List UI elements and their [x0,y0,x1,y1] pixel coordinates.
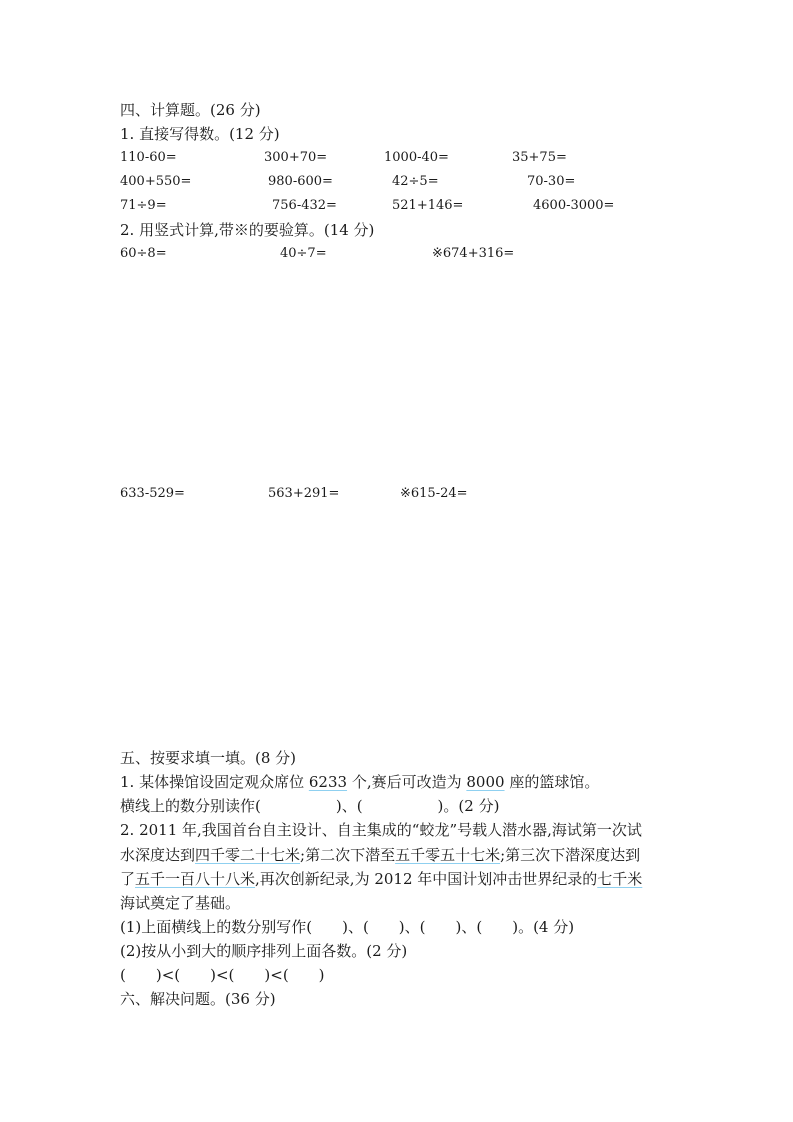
calc-item: 42÷5= [392,174,439,189]
q2-title: 2. 用竖式计算,带※的要验算。(14 分) [120,221,375,239]
s5-q2-line2 [120,845,640,865]
text-span: 1. 某体操馆设固定观众席位 [120,773,309,791]
calc-item: 756-432= [272,198,337,213]
underlined-number: 四千零二十七米 [195,846,301,864]
text-span: 水深度达到 [120,846,196,864]
underlined-number: 6233 [308,773,348,791]
s5-q2-line3 [120,869,642,889]
s5-q2-line4: 海试奠定了基础。 [120,894,241,912]
vertical-calc-item: 633-529= [120,486,185,501]
section6-title: 六、解决问题。(36 分) [120,990,276,1008]
s5-q2-line1: 2. 2011 年,我国首台自主设计、自主集成的“蛟龙”号载人潜水器,海试第一次试 [120,821,642,839]
vertical-calc-item: ※674+316= [432,246,515,261]
calc-item: 980-600= [268,174,333,189]
q1-title: 1. 直接写得数。(12 分) [120,125,280,143]
underlined-number: 8000 [466,773,505,791]
text-span: 座的篮球馆。 [504,773,600,791]
underlined-number: 五千零五十七米 [395,846,501,864]
vertical-calc-item: 563+291= [268,486,340,501]
calc-item: 110-60= [120,150,177,165]
calc-item: 4600-3000= [533,198,615,213]
text-span: ,再次创新纪录,为 2012 年中国计划冲击世界纪录的 [255,870,598,888]
s5-q1-line1 [120,772,599,792]
underlined-number: 七千米 [597,870,643,888]
vertical-calc-item: 40÷7= [280,246,327,261]
text-span: 个,赛后可改造为 [347,773,467,791]
s5-q1-line2: 横线上的数分别读作( )、( )。(2 分) [120,797,500,815]
calc-item: 300+70= [264,150,328,165]
section5-title: 五、按要求填一填。(8 分) [120,749,297,767]
vertical-calc-item: 60÷8= [120,246,167,261]
calc-item: 1000-40= [384,150,449,165]
calc-item: 521+146= [392,198,464,213]
section4-title: 四、计算题。(26 分) [120,101,261,119]
calc-item: 35+75= [512,150,567,165]
text-span: ;第三次下潜深度达到 [500,846,641,864]
s5-q2-sub1: (1)上面横线上的数分别写作( )、( )、( )、( )。(4 分) [120,918,575,936]
vertical-calc-item: ※615-24= [400,486,468,501]
calc-item: 400+550= [120,174,192,189]
calc-item: 70-30= [527,174,576,189]
underlined-number: 五千一百八十八米 [135,870,256,888]
text-span: ;第二次下潜至 [300,846,396,864]
calc-item: 71÷9= [120,198,167,213]
text-span: 了 [120,870,136,888]
s5-q2-order: ( )<( )<( )<( ) [120,966,325,984]
s5-q2-sub2: (2)按从小到大的顺序排列上面各数。(2 分) [120,942,408,960]
